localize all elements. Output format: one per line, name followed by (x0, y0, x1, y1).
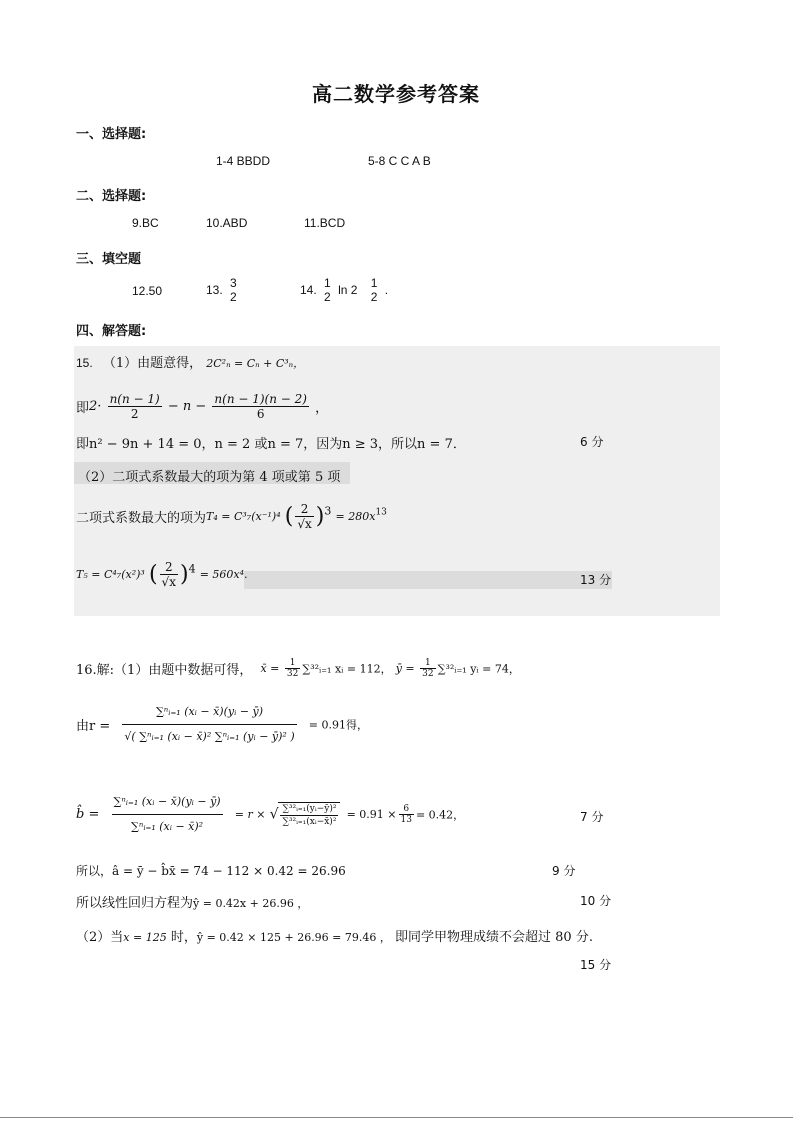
q15-power-1: 3 (324, 504, 332, 518)
q15-result-2: = 560x⁴. (199, 568, 248, 581)
q16-r-prefix: 由r = (76, 719, 111, 734)
q16-xbar: x̄ = (260, 662, 283, 675)
answer-9: 9.BC (132, 216, 159, 230)
q16-fraction-xbar-denominator: 32 (286, 669, 299, 679)
answer-14-end: . (384, 283, 389, 297)
q15-paren-open-1: ( (284, 504, 294, 529)
q16-bhat-fraction (112, 790, 223, 839)
answer-13-fraction (228, 276, 239, 304)
q15-number: 15. (76, 356, 93, 370)
page-bottom-divider (0, 1117, 793, 1118)
q16-sum-y: ∑³²ᵢ₌₁ yᵢ = 74， (437, 662, 520, 676)
q16-fraction-xbar (285, 658, 300, 679)
q15-paren-close-2: ) (179, 562, 189, 587)
q16-fraction-ybar-numerator: 1 (420, 658, 435, 669)
q15-fraction-2 (212, 392, 309, 421)
answer-13 (206, 276, 241, 304)
answer-14-label: 14. (300, 283, 317, 297)
section-4-heading: 四、解答题: (76, 324, 147, 339)
q15-fraction-3-denominator: √x (297, 517, 312, 531)
q16-line-2 (76, 700, 368, 749)
section-1-heading: 一、选择题: (76, 127, 147, 142)
page-title: 高二数学参考答案 (312, 82, 480, 106)
q16-sum-x: ∑³²ᵢ₌₁ xᵢ = 112， (302, 662, 392, 676)
section-3-heading: 三、填空题 (76, 252, 142, 267)
q15-line-5 (76, 502, 387, 531)
q16-bhat-calc-2: = 0.42， (415, 808, 465, 822)
answer-14-denominator-2: 2 (370, 290, 378, 304)
q16-part2-equation: ŷ = 0.42 × 125 + 26.96 = 79.46 ， (196, 931, 391, 944)
q16-part2-prefix: （2）当 (76, 930, 124, 945)
q15-result-1: = 280x (335, 510, 376, 523)
q15-line-5-prefix: 二项式系数最大的项为 (76, 511, 207, 526)
q15-highlight-2 (244, 571, 612, 589)
q16-bhat-mid: = r × (234, 808, 266, 821)
q16-score-4: 15 分 (580, 958, 612, 972)
section-2-heading: 二、选择题: (76, 189, 147, 204)
q15-paren-open-2: ( (148, 562, 158, 587)
q15-fraction-4-numerator: 2 (160, 560, 178, 575)
answer-11: 11.BCD (304, 216, 346, 230)
q16-sqrt-fraction (278, 802, 340, 828)
q15-score-1: 6 分 (580, 435, 604, 449)
q15-fraction-2-numerator: n(n − 1)(n − 2) (214, 392, 307, 406)
q16-ybar: ȳ = (395, 662, 419, 675)
q16-bhat-prefix: b̂ = (76, 807, 100, 822)
q15-fraction-3-numerator: 2 (295, 502, 313, 517)
answer-13-label: 13. (206, 283, 223, 297)
q15-line-6 (76, 560, 248, 589)
q16-line-3 (76, 790, 464, 839)
q15-score-2: 13 分 (580, 573, 612, 587)
q16-part2-conclusion: 即同学甲物理成绩不会超过 80 分. (395, 930, 593, 945)
answer-14-fraction-2 (369, 276, 380, 304)
q15-part1-intro: （1）由题意得， (102, 356, 203, 371)
q16-bhat-small-fraction (399, 804, 414, 825)
q16-bhat-small-denominator: 13 (400, 815, 412, 825)
q16-line-1 (76, 658, 520, 679)
q15-exponent-1: 13 (375, 507, 387, 518)
q16-sqrt-numerator: ∑³²ᵢ₌₁(yᵢ−ȳ)² (282, 803, 337, 814)
q16-line-5-prefix: 所以线性回归方程为 (76, 896, 194, 911)
answer-14-denominator-1: 2 (324, 290, 331, 304)
q15-fraction-1-numerator: n(n − 1) (109, 392, 160, 406)
q16-bhat-numerator: ∑ⁿᵢ₌₁ (xᵢ − x̄)(yᵢ − ȳ) (112, 790, 223, 815)
q16-score-1: 7 分 (580, 810, 604, 824)
answer-14-numerator-2: 1 (370, 276, 378, 290)
q16-fraction-xbar-numerator: 1 (285, 658, 300, 669)
answer-5-8: 5-8 C C A B (368, 154, 431, 168)
q16-bhat-denominator: ∑ⁿᵢ₌₁ (xᵢ − x̄)² (131, 820, 204, 833)
q16-regression-equation: ŷ = 0.42x + 26.96 ， (193, 897, 309, 910)
q16-intro: 16.解:（1）由题中数据可得， (76, 663, 253, 678)
q16-r-value: = 0.91得， (308, 718, 368, 732)
answer-14-fraction-1 (322, 276, 333, 304)
q16-bhat-small-numerator: 6 (399, 804, 414, 815)
q16-part2-x: x = 125 (123, 931, 167, 944)
q16-bhat-calc-1: = 0.91 × (346, 808, 397, 821)
answer-14-numerator-1: 1 (324, 276, 331, 290)
q15-fraction-3 (295, 502, 313, 531)
q15-fraction-1-denominator: 2 (130, 407, 139, 421)
q15-line-2 (76, 392, 328, 421)
q15-part2-heading: （2）二项式系数最大的项为第 4 项或第 5 项 (78, 470, 341, 485)
q16-sqrt-sign: √ (269, 806, 279, 823)
q15-line-2-end: ， (315, 401, 329, 416)
q16-correlation-numerator: ∑ⁿᵢ₌₁ (xᵢ − x̄)(yᵢ − ȳ) (122, 700, 296, 725)
answer-13-denominator: 2 (230, 290, 237, 304)
q15-line-2-coef: 2· (89, 399, 102, 414)
q15-power-2: 4 (188, 562, 196, 576)
q16-sqrt-denominator: ∑³²ᵢ₌₁(xᵢ−x̄)² (282, 816, 337, 827)
answer-1-4: 1-4 BBDD (216, 154, 271, 168)
answer-10: 10.ABD (206, 216, 248, 230)
answer-13-numerator: 3 (230, 276, 237, 290)
q15-term-t5: T₅ = C⁴₇(x²)³ (76, 568, 145, 581)
q15-term-t4: T₄ = C³₇(x⁻¹)⁴ (206, 510, 281, 523)
q15-fraction-2-denominator: 6 (256, 407, 265, 421)
q15-line-1 (76, 352, 304, 371)
q16-score-2: 9 分 (552, 864, 576, 878)
q16-score-3: 10 分 (580, 894, 612, 908)
q16-fraction-ybar (420, 658, 435, 679)
q15-fraction-1 (108, 392, 162, 421)
q15-paren-close-1: ) (315, 504, 325, 529)
q16-line-6 (76, 926, 593, 945)
q16-line-5 (76, 892, 308, 911)
q16-line-4: 所以，â = ȳ − b̂x̄ = 74 − 112 × 0.42 = 26.96 (76, 864, 346, 878)
q16-fraction-ybar-denominator: 32 (422, 669, 434, 679)
q15-fraction-4 (160, 560, 178, 589)
q16-correlation-denominator: √( ∑ⁿᵢ₌₁ (xᵢ − x̄)² ∑ⁿᵢ₌₁ (yᵢ − ȳ)² ) (124, 730, 295, 743)
answer-14-ln: ln 2 (338, 283, 358, 297)
q15-line-2-prefix: 即 (76, 401, 90, 416)
q16-part2-mid: 时， (170, 930, 197, 945)
answer-12: 12.50 (132, 284, 163, 298)
q15-line-2-middle: − n − (167, 399, 207, 414)
q15-equation-1: 2C²ₙ = Cₙ + C³ₙ， (206, 357, 305, 370)
q16-correlation-fraction (122, 700, 296, 749)
answer-14 (300, 276, 388, 304)
q15-fraction-4-denominator: √x (161, 575, 176, 589)
q15-line-3: 即n² − 9n + 14 = 0，n = 2 或n = 7，因为n ≥ 3，所以n = 7． (76, 437, 466, 452)
